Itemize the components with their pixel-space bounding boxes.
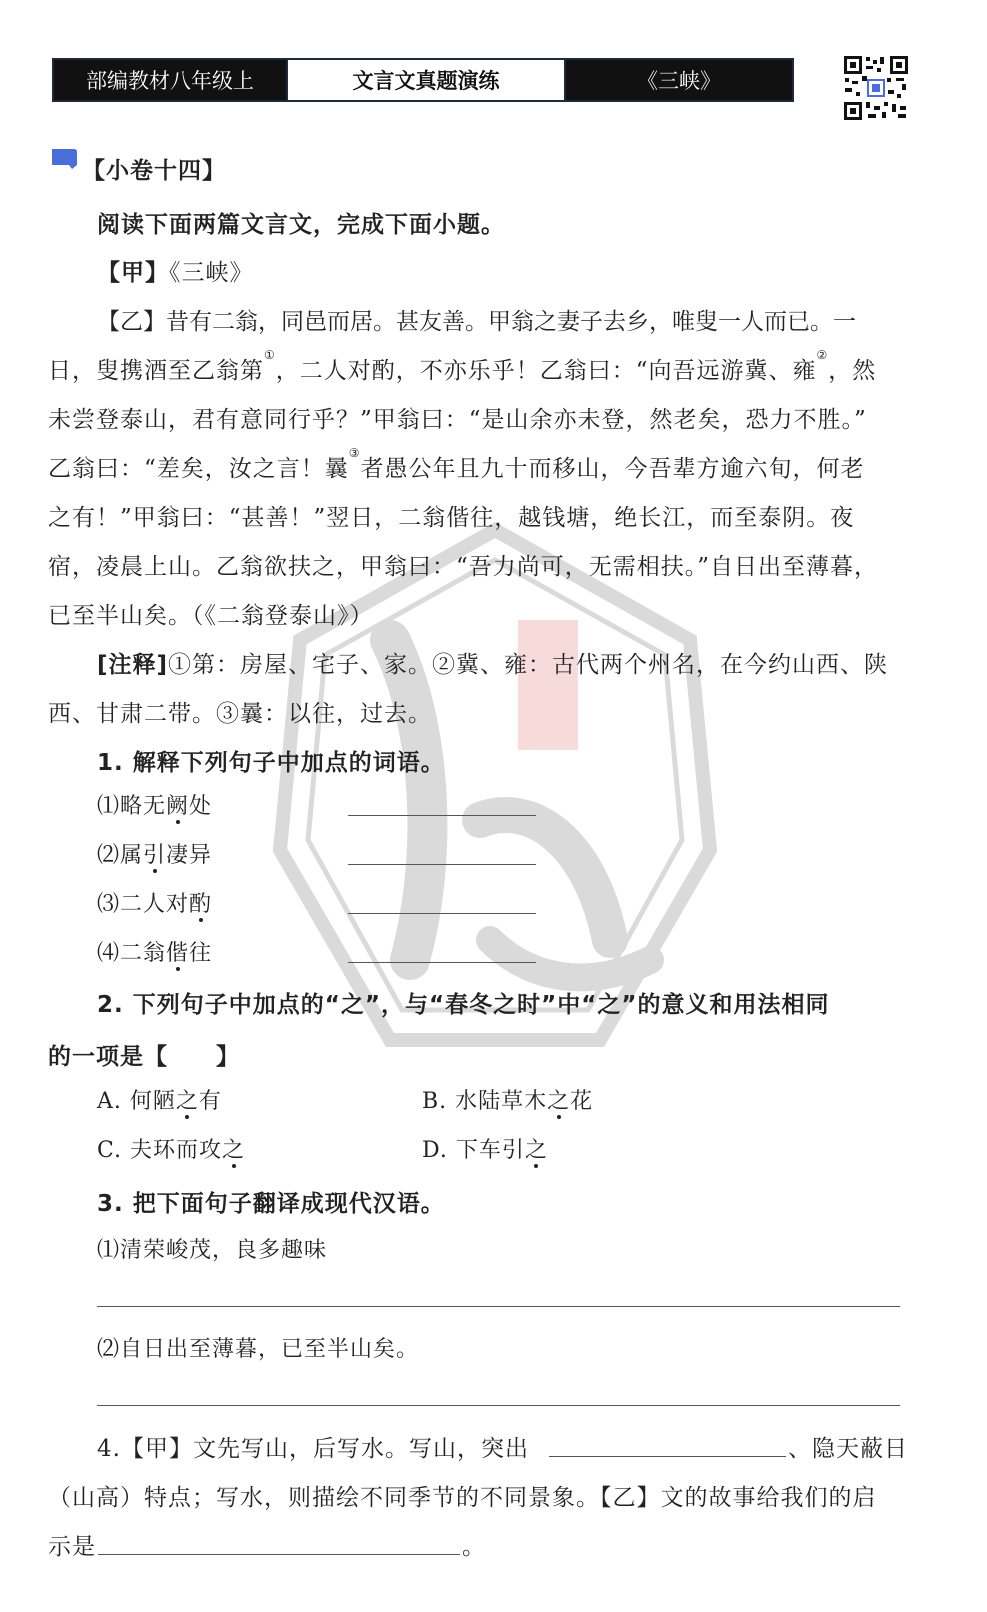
q1-item-2: ⑵属引凄异 <box>97 843 213 868</box>
question-2-line-1: 2. 下列句子中加点的“之”，与“春冬之时”中“之”的意义和用法相同 <box>97 992 830 1018</box>
passage-line-3: 未尝登泰山，君有意同行乎？”甲翁曰：“是山余亦未登，然老矣，恐力不胜。” <box>48 407 867 433</box>
answer-line[interactable] <box>348 864 536 865</box>
dotted-word: 引 <box>143 843 167 868</box>
question-1-title: 1. 解释下列句子中加点的词语。 <box>97 750 445 776</box>
q1-item-1: ⑴略无阙处 <box>97 794 213 819</box>
practice-title: 文言文真题演练 <box>286 60 566 100</box>
question-3-title: 3. 把下面句子翻译成现代汉语。 <box>97 1191 445 1217</box>
jia-title: 《三峡》 <box>169 260 254 286</box>
q2-option-c[interactable]: C. 夫环而攻之 <box>97 1138 246 1163</box>
question-4-line-3-tail: 。 <box>462 1534 486 1560</box>
qr-code-icon <box>842 54 910 122</box>
notes-line-1: [注释]①第：房屋、宅子、家。②冀、雍：古代两个州名，在今约山西、陕 <box>97 652 889 678</box>
jia-label: 【甲】 <box>97 260 169 286</box>
answer-blank[interactable] <box>98 1554 460 1555</box>
passage-line-2: 日，叟携酒至乙翁第①，二人对酌，不亦乐乎！乙翁曰：“向吾远游冀、雍②，然 <box>48 348 877 384</box>
answer-line[interactable] <box>97 1405 900 1406</box>
answer-blank[interactable] <box>549 1456 786 1457</box>
answer-line[interactable] <box>348 962 536 963</box>
dotted-word: 阙 <box>166 794 190 819</box>
passage-line-7: 已至半山矣。（《二翁登泰山》） <box>48 603 374 629</box>
answer-line[interactable] <box>348 913 536 914</box>
q3-item-2: ⑵自日出至薄暮，已至半山矣。 <box>97 1337 420 1362</box>
footnote-ref: ① <box>264 348 276 362</box>
dotted-word: 之 <box>222 1138 246 1163</box>
question-4-line-1-tail: 、隐天蔽日 <box>788 1436 908 1462</box>
question-4-line-2: （山高）特点；写水，则描绘不同季节的不同景象。【乙】文的故事给我们的启 <box>48 1485 877 1511</box>
q1-item-4: ⑷二翁偕往 <box>97 941 213 966</box>
section-title: 【小卷十四】 <box>82 158 226 184</box>
q2-option-b[interactable]: B. 水陆草木之花 <box>422 1089 594 1114</box>
answer-line[interactable] <box>348 815 536 816</box>
grade-label: 部编教材八年级上 <box>54 60 286 100</box>
reading-instruction: 阅读下面两篇文言文，完成下面小题。 <box>97 212 505 238</box>
notes-label: [注释] <box>97 652 169 678</box>
question-4-line-1: 4.【甲】文先写山，后写水。写山，突出 <box>97 1436 529 1462</box>
answer-line[interactable] <box>97 1306 900 1307</box>
notes-line-2: 西、甘肃二带。③曩：以往，过去。 <box>48 701 432 727</box>
q2-option-d[interactable]: D. 下车引之 <box>422 1138 548 1163</box>
passage-line-5: 之有！”甲翁曰：“甚善！”翌日，二翁偕往，越钱塘，绝长江，而至泰阴。夜 <box>48 505 855 531</box>
q2-option-a[interactable]: A. 何陋之有 <box>97 1089 222 1114</box>
question-2-line-2: 的一项是【 】 <box>48 1044 240 1070</box>
dotted-word: 之 <box>175 1089 199 1114</box>
passage-line-4: 乙翁曰：“差矣，汝之言！曩③者愚公年且九十而移山，今吾辈方逾六旬，何老 <box>48 446 865 482</box>
footnote-ref: ③ <box>348 446 361 460</box>
question-4-line-3: 示是 <box>48 1534 96 1560</box>
bookmark-icon <box>50 147 78 171</box>
dotted-word: 之 <box>547 1089 571 1114</box>
jia-heading <box>97 254 254 287</box>
lesson-title: 《三峡》 <box>566 60 792 100</box>
dotted-word: 酌 <box>189 892 213 917</box>
q3-item-1: ⑴清荣峻茂，良多趣味 <box>97 1238 328 1263</box>
footnote-ref: ② <box>816 348 829 362</box>
dotted-word: 之 <box>524 1138 548 1163</box>
passage-line-1: 【乙】昔有二翁，同邑而居。甚友善。甲翁之妻子去乡，唯叟一人而已。一 <box>97 309 856 335</box>
dotted-word: 偕 <box>166 941 190 966</box>
passage-line-6: 宿，凌晨上山。乙翁欲扶之，甲翁曰：“吾力尚可，无需相扶。”自日出至薄暮， <box>48 554 879 580</box>
header-banner <box>52 58 794 102</box>
q1-item-3: ⑶二人对酌 <box>97 892 213 917</box>
